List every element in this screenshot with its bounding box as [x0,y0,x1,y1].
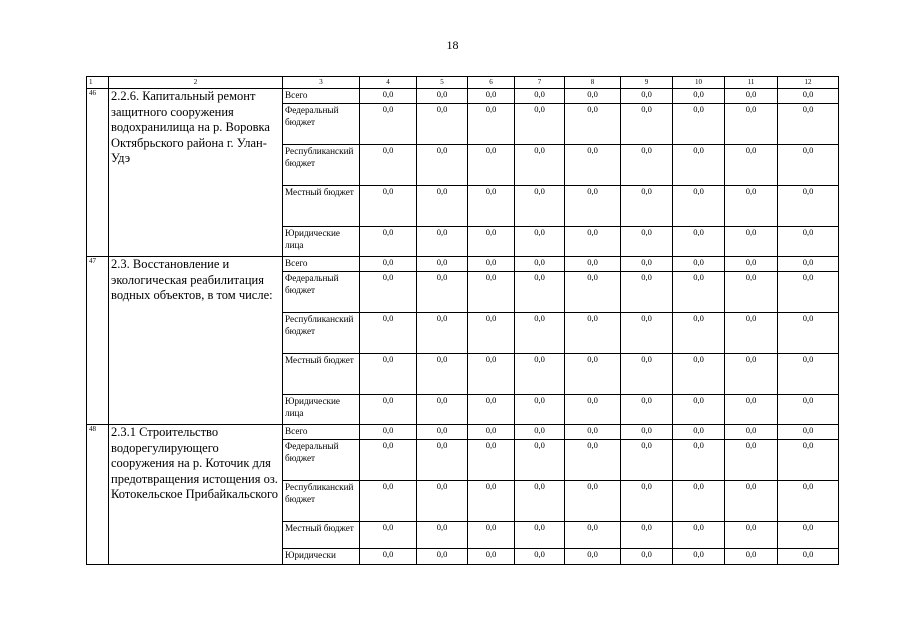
amount-cell: 0,0 [778,313,839,354]
amount-cell: 0,0 [468,354,515,395]
amount-cell: 0,0 [673,549,725,565]
amount-cell: 0,0 [673,395,725,425]
amount-cell: 0,0 [515,313,565,354]
amount-cell: 0,0 [565,549,621,565]
amount-cell: 0,0 [778,104,839,145]
column-number: 4 [360,77,417,89]
amount-cell: 0,0 [673,227,725,257]
amount-cell: 0,0 [725,425,778,440]
amount-cell: 0,0 [515,395,565,425]
amount-cell: 0,0 [565,395,621,425]
amount-cell: 0,0 [778,354,839,395]
funding-source: Республиканский бюджет [283,145,360,186]
amount-cell: 0,0 [417,425,468,440]
table-body [87,77,839,565]
amount-cell: 0,0 [621,425,673,440]
amount-cell: 0,0 [468,145,515,186]
column-number: 12 [778,77,839,89]
amount-cell: 0,0 [621,145,673,186]
amount-cell: 0,0 [515,186,565,227]
amount-cell: 0,0 [565,227,621,257]
amount-cell: 0,0 [515,549,565,565]
budget-table [86,76,839,565]
amount-cell: 0,0 [565,522,621,549]
amount-cell: 0,0 [360,257,417,272]
funding-source: Республиканский бюджет [283,313,360,354]
amount-cell: 0,0 [515,257,565,272]
amount-cell: 0,0 [360,186,417,227]
funding-source: Федеральный бюджет [283,272,360,313]
amount-cell: 0,0 [565,89,621,104]
column-number: 11 [725,77,778,89]
amount-cell: 0,0 [417,257,468,272]
column-number: 8 [565,77,621,89]
amount-cell: 0,0 [360,481,417,522]
funding-source: Юридически [283,549,360,565]
funding-source: Всего [283,425,360,440]
amount-cell: 0,0 [468,481,515,522]
table-row [87,89,839,104]
row-index: 48 [87,425,109,565]
column-number: 3 [283,77,360,89]
amount-cell: 0,0 [725,395,778,425]
amount-cell: 0,0 [565,440,621,481]
amount-cell: 0,0 [565,354,621,395]
amount-cell: 0,0 [360,272,417,313]
amount-cell: 0,0 [468,186,515,227]
amount-cell: 0,0 [778,272,839,313]
amount-cell: 0,0 [673,89,725,104]
amount-cell: 0,0 [778,425,839,440]
amount-cell: 0,0 [725,227,778,257]
measure-name: 2.3.1 Строительство водорегулирующего сооружения на р. Коточик для предотвращения истощения оз. Котокельское Прибайкальского [109,425,283,565]
amount-cell: 0,0 [778,257,839,272]
amount-cell: 0,0 [621,89,673,104]
measure-name: 2.2.6. Капитальный ремонт защитного сооружения водохранилища на р. Воровка Октябрьского района г. Улан-Удэ [109,89,283,257]
column-number: 5 [417,77,468,89]
amount-cell: 0,0 [468,395,515,425]
amount-cell: 0,0 [621,227,673,257]
funding-source: Республиканский бюджет [283,481,360,522]
amount-cell: 0,0 [515,89,565,104]
column-number: 1 [87,77,109,89]
amount-cell: 0,0 [725,481,778,522]
column-number-row [87,77,839,89]
funding-source: Федеральный бюджет [283,104,360,145]
amount-cell: 0,0 [725,522,778,549]
amount-cell: 0,0 [360,395,417,425]
amount-cell: 0,0 [417,395,468,425]
amount-cell: 0,0 [360,227,417,257]
column-number: 6 [468,77,515,89]
row-index: 47 [87,257,109,425]
amount-cell: 0,0 [565,186,621,227]
table-row [87,257,839,272]
column-number: 9 [621,77,673,89]
funding-source: Всего [283,89,360,104]
amount-cell: 0,0 [621,481,673,522]
amount-cell: 0,0 [565,425,621,440]
amount-cell: 0,0 [417,440,468,481]
amount-cell: 0,0 [417,104,468,145]
amount-cell: 0,0 [468,104,515,145]
column-number: 10 [673,77,725,89]
amount-cell: 0,0 [621,104,673,145]
amount-cell: 0,0 [673,272,725,313]
amount-cell: 0,0 [360,425,417,440]
amount-cell: 0,0 [417,145,468,186]
amount-cell: 0,0 [725,272,778,313]
amount-cell: 0,0 [417,227,468,257]
amount-cell: 0,0 [621,272,673,313]
funding-source: Местный бюджет [283,354,360,395]
amount-cell: 0,0 [778,522,839,549]
amount-cell: 0,0 [515,354,565,395]
amount-cell: 0,0 [673,440,725,481]
amount-cell: 0,0 [725,440,778,481]
amount-cell: 0,0 [417,313,468,354]
amount-cell: 0,0 [673,522,725,549]
amount-cell: 0,0 [468,522,515,549]
amount-cell: 0,0 [515,227,565,257]
measure-name: 2.3. Восстановление и экологическая реабилитация водных объектов, в том числе: [109,257,283,425]
amount-cell: 0,0 [621,522,673,549]
page-number: 18 [446,38,459,52]
amount-cell: 0,0 [360,145,417,186]
amount-cell: 0,0 [565,257,621,272]
amount-cell: 0,0 [673,481,725,522]
amount-cell: 0,0 [417,549,468,565]
amount-cell: 0,0 [515,104,565,145]
amount-cell: 0,0 [565,481,621,522]
table-row [87,425,839,440]
amount-cell: 0,0 [621,313,673,354]
column-number: 7 [515,77,565,89]
amount-cell: 0,0 [778,145,839,186]
amount-cell: 0,0 [468,227,515,257]
amount-cell: 0,0 [360,354,417,395]
amount-cell: 0,0 [725,145,778,186]
amount-cell: 0,0 [621,395,673,425]
amount-cell: 0,0 [468,257,515,272]
amount-cell: 0,0 [468,549,515,565]
amount-cell: 0,0 [725,549,778,565]
column-number: 2 [109,77,283,89]
amount-cell: 0,0 [621,354,673,395]
amount-cell: 0,0 [468,313,515,354]
amount-cell: 0,0 [468,272,515,313]
amount-cell: 0,0 [778,440,839,481]
amount-cell: 0,0 [468,425,515,440]
amount-cell: 0,0 [360,549,417,565]
amount-cell: 0,0 [515,440,565,481]
amount-cell: 0,0 [360,104,417,145]
amount-cell: 0,0 [621,257,673,272]
amount-cell: 0,0 [515,522,565,549]
amount-cell: 0,0 [725,186,778,227]
amount-cell: 0,0 [360,522,417,549]
amount-cell: 0,0 [417,522,468,549]
amount-cell: 0,0 [515,425,565,440]
amount-cell: 0,0 [778,549,839,565]
amount-cell: 0,0 [673,425,725,440]
amount-cell: 0,0 [673,354,725,395]
amount-cell: 0,0 [673,145,725,186]
amount-cell: 0,0 [673,186,725,227]
funding-source: Федеральный бюджет [283,440,360,481]
amount-cell: 0,0 [360,440,417,481]
amount-cell: 0,0 [417,481,468,522]
amount-cell: 0,0 [565,313,621,354]
amount-cell: 0,0 [565,104,621,145]
funding-source: Юридические лица [283,227,360,257]
amount-cell: 0,0 [515,145,565,186]
amount-cell: 0,0 [360,313,417,354]
amount-cell: 0,0 [725,89,778,104]
amount-cell: 0,0 [468,89,515,104]
amount-cell: 0,0 [468,440,515,481]
amount-cell: 0,0 [725,104,778,145]
amount-cell: 0,0 [515,272,565,313]
amount-cell: 0,0 [778,89,839,104]
amount-cell: 0,0 [417,89,468,104]
amount-cell: 0,0 [621,186,673,227]
amount-cell: 0,0 [621,440,673,481]
amount-cell: 0,0 [778,395,839,425]
amount-cell: 0,0 [621,549,673,565]
amount-cell: 0,0 [778,227,839,257]
amount-cell: 0,0 [673,257,725,272]
amount-cell: 0,0 [725,313,778,354]
amount-cell: 0,0 [778,186,839,227]
amount-cell: 0,0 [515,481,565,522]
amount-cell: 0,0 [673,104,725,145]
amount-cell: 0,0 [725,354,778,395]
row-index: 46 [87,89,109,257]
funding-source: Юридические лица [283,395,360,425]
amount-cell: 0,0 [417,272,468,313]
amount-cell: 0,0 [778,481,839,522]
funding-source: Всего [283,257,360,272]
amount-cell: 0,0 [725,257,778,272]
amount-cell: 0,0 [565,145,621,186]
funding-source: Местный бюджет [283,522,360,549]
amount-cell: 0,0 [673,313,725,354]
amount-cell: 0,0 [565,272,621,313]
funding-source: Местный бюджет [283,186,360,227]
amount-cell: 0,0 [417,186,468,227]
amount-cell: 0,0 [360,89,417,104]
amount-cell: 0,0 [417,354,468,395]
